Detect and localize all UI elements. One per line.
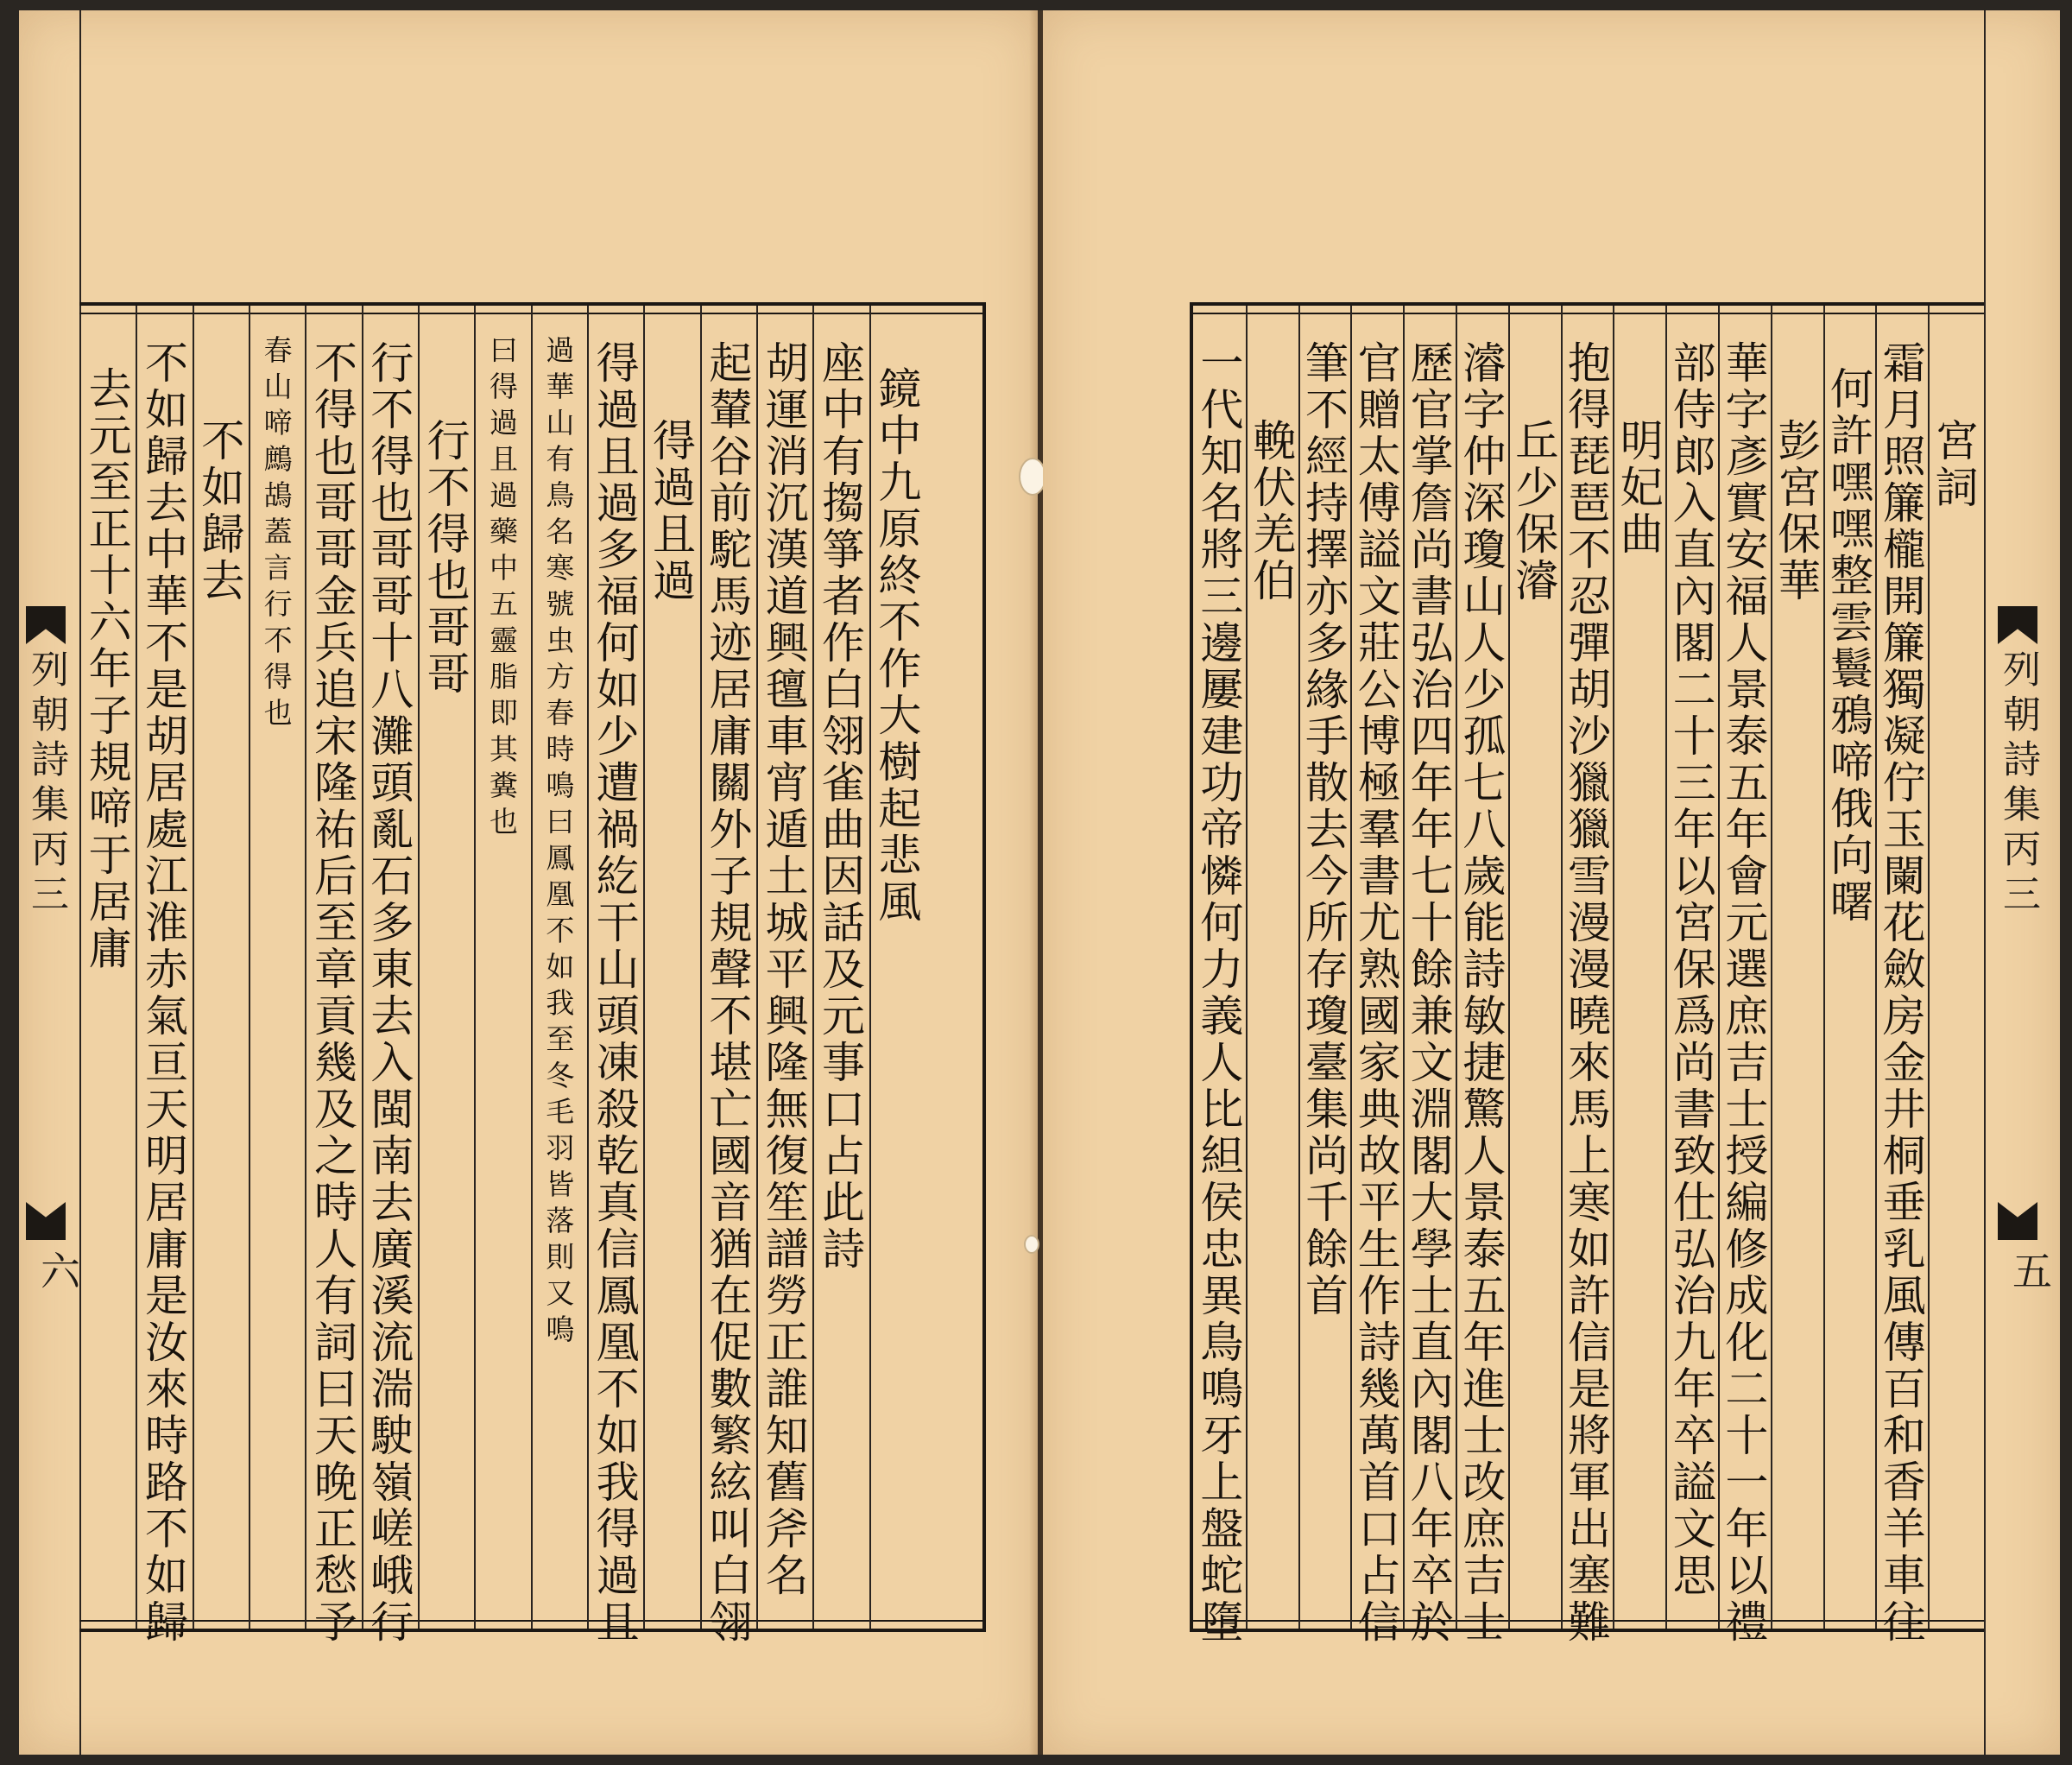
- text-column: 歷官掌詹尚書弘治四年年七十餘兼文淵閣大學士直內閣八年卒於: [1403, 340, 1454, 1646]
- text-column: 過華山有鳥名寒號虫方春時鳴曰鳳凰不如我至冬毛羽皆落則又鳴: [541, 335, 576, 1351]
- column-rule: [531, 306, 533, 1629]
- column-rule: [1246, 306, 1248, 1629]
- text-column: 何許嘿嘿整雲鬟鴉啼俄向曙: [1823, 366, 1873, 926]
- text-column: 鏡中九原終不作大樹起悲風: [871, 366, 922, 926]
- margin-page-number: 六: [35, 1250, 81, 1290]
- text-column: 曰得過且過藥中五靈脂即其糞也: [485, 335, 519, 843]
- text-column: 霜月照簾櫳開簾獨凝佇玉闌花斂房金井桐垂乳風傳百和香羊車往: [1875, 340, 1926, 1646]
- binding-hole: [1024, 1235, 1039, 1254]
- column-rule: [305, 306, 306, 1629]
- column-rule: [1613, 306, 1614, 1629]
- text-column: 座中有搊箏者作白翎雀曲因話及元事口占此詩: [815, 340, 865, 1273]
- text-column: 不如歸去: [194, 418, 245, 604]
- text-column: 行不得也哥哥: [420, 418, 471, 698]
- left-text-frame: [79, 302, 986, 1646]
- left-page-margin: [19, 10, 81, 1755]
- text-column: 宮詞: [1928, 418, 1979, 511]
- text-column: 一代知名將三邊屢建功帝憐何力義人比䋎侯忠異鳥鳴牙上盤蛇墮: [1193, 340, 1244, 1646]
- text-column: 抱得琵琶不忍彈胡沙獵獵雪漫漫曉來馬上寒如許信是將軍出塞難: [1561, 340, 1611, 1646]
- margin-book-title: 列朝詩集丙三: [1996, 649, 2040, 919]
- text-column: 不如歸去中華不是胡居處江淮赤氣亘天明居庸是汝來時路不如歸: [138, 340, 188, 1646]
- column-rule: [249, 306, 250, 1629]
- text-column: 不得也哥哥金兵追宋隆祐后至章貢幾及之時人有詞曰天晚正愁予: [307, 340, 357, 1646]
- column-rule: [362, 306, 363, 1629]
- text-column: 春山啼鷓鴣蓋言行不得也: [259, 335, 294, 734]
- text-column: 得過且過多福何如少遭禍紇干山頭凍殺乾真信鳳凰不如我得過且: [589, 340, 640, 1646]
- text-column: 部侍郎入直內閣二十三年以宮保爲尚書致仕弘治九年卒謚文思: [1665, 340, 1716, 1599]
- text-column: 筆不經持擇亦多緣手散去今所存瓊臺集尚千餘首: [1298, 340, 1349, 1319]
- column-rule: [756, 306, 758, 1629]
- margin-book-title: 列朝詩集丙三: [24, 649, 68, 919]
- column-rule: [700, 306, 702, 1629]
- column-rule: [1350, 306, 1352, 1629]
- column-rule: [643, 306, 645, 1629]
- column-rule: [869, 306, 871, 1629]
- fish-tail-mark: [26, 606, 66, 644]
- text-column: 華字彥實安福人景泰五年會元選庶吉士授編修成化二十一年以禮: [1718, 340, 1769, 1646]
- column-rule: [1456, 306, 1457, 1629]
- right-page: [1043, 10, 2060, 1755]
- column-rule: [1771, 306, 1772, 1629]
- column-rule: [1875, 306, 1877, 1629]
- text-column: 官贈太傅謚文莊公博極羣書尤熟國家典故平生作詩幾萬首口占信: [1350, 340, 1401, 1646]
- column-rule: [193, 306, 194, 1629]
- column-rule: [587, 306, 589, 1629]
- fish-tail-mark: [26, 1202, 66, 1240]
- column-rule: [1403, 306, 1405, 1629]
- column-rule: [136, 306, 137, 1629]
- text-column: 起輦谷前駝馬迹居庸關外子規聲不堪亡國音猶在促數繁絃叫白翎: [702, 340, 753, 1646]
- right-text-frame: [1190, 302, 1984, 1646]
- column-rule: [1561, 306, 1563, 1629]
- column-rule: [1298, 306, 1300, 1629]
- text-column: 得過且過: [646, 418, 696, 604]
- left-page: [19, 10, 1038, 1755]
- text-column: 明妃曲: [1613, 418, 1664, 558]
- column-rule: [1665, 306, 1667, 1629]
- column-rule: [1508, 306, 1510, 1629]
- margin-page-number: 五: [2006, 1250, 2053, 1290]
- text-column: 行不得也哥哥十八灘頭亂石多東去入閩南去廣溪流湍駛嶺嵯峨行: [363, 340, 414, 1646]
- column-rule: [474, 306, 476, 1629]
- fish-tail-mark: [1998, 606, 2037, 644]
- text-column: 丘少保濬: [1508, 418, 1559, 604]
- text-column: 彭宮保華: [1771, 418, 1822, 604]
- text-column: 濬字仲深瓊山人少孤七八歲能詩敏捷驚人景泰五年進士改庶吉士: [1456, 340, 1507, 1646]
- column-rule: [1823, 306, 1825, 1629]
- text-column: 輓伏羌伯: [1246, 418, 1297, 604]
- text-column: 去元至正十六年子規啼于居庸: [81, 366, 132, 972]
- column-rule: [1718, 306, 1720, 1629]
- fish-tail-mark: [1998, 1202, 2037, 1240]
- column-rule: [812, 306, 814, 1629]
- column-rule: [418, 306, 420, 1629]
- right-page-margin: [1984, 10, 2053, 1755]
- text-column: 胡運消沉漢道興氊車宵遁土城平興隆無復笙譜勞正誰知舊斧名: [758, 340, 809, 1599]
- column-rule: [1928, 306, 1930, 1629]
